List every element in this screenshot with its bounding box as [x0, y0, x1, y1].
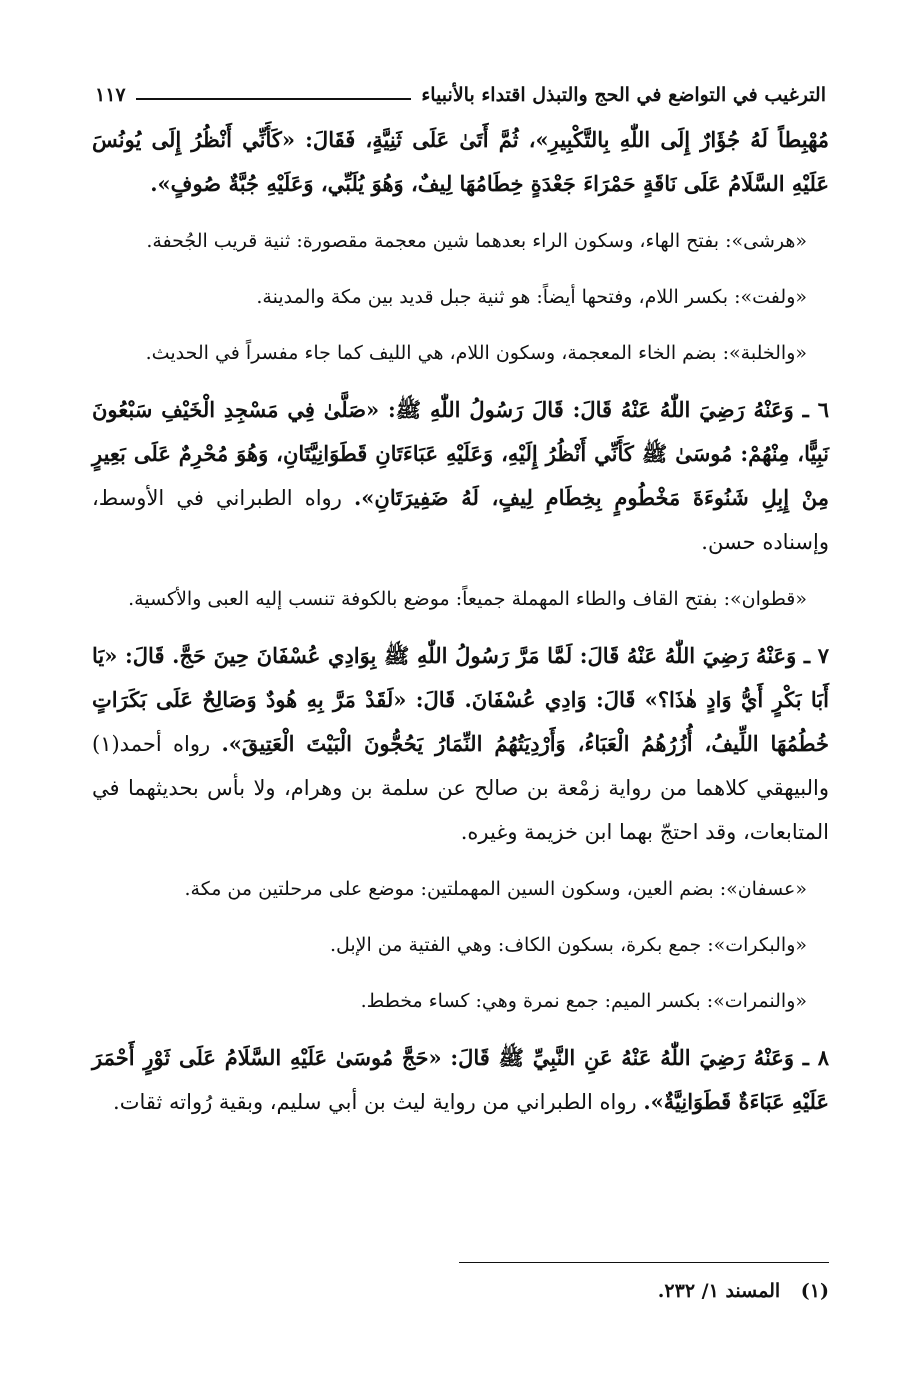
- hadith-paragraph: [92, 1036, 829, 1124]
- gloss-paragraph: «هرشى»: بفتح الهاء، وسكون الراء بعدهما شين معجمة مقصورة: ثنية قريب الجُحفة.: [146, 230, 807, 252]
- hadith-source: رواه أحمد(١) والبيهقي كلاهما من رواية زمْعة بن صالح عن سلمة بن وهرام، ولا بأس بحديثهما في المتابعات، وقد احتجّ بهما ابن خزيمة وغيره.: [92, 732, 829, 844]
- hadith-source: رواه الطبراني من رواية ليث بن أبي سليم، وبقية رُواته ثقات.: [113, 1090, 644, 1114]
- footnote: [92, 1280, 829, 1302]
- hadith-paragraph: [92, 118, 829, 206]
- hadith-paragraph: [92, 634, 829, 854]
- gloss-paragraph: «والنمرات»: بكسر الميم: جمع نمرة وهي: كساء مخطط.: [360, 990, 807, 1012]
- hadith-paragraph: [92, 388, 829, 564]
- running-title: الترغيب في التواضع في الحج والتبذل اقتداء بالأنبياء: [421, 84, 826, 106]
- gloss-paragraph: «والبكرات»: جمع بكرة، بسكون الكاف: وهي الفتية من الإبل.: [329, 934, 807, 956]
- hadith-text: ٧ ـ وَعَنْهُ رَضِيَ اللّٰهُ عَنْهُ قَالَ: لَمَّا مَرَّ رَسُولُ اللّٰهِ ﷺ بِوَادِي عُسْفَانَ حِينَ حَجَّ. قَالَ: «يَا أَبَا بَكْرٍ أَيُّ وَادٍ هٰذَا؟» قَالَ: وَادِي عُسْفَانَ. قَالَ: «لَقَدْ مَرَّ بِهِ هُودٌ وَصَالِحٌ عَلَى بَكَرَاتٍ خُطُمُهَا اللِّيفُ، أُزُرُهُمُ الْعَبَاءُ، وَأَرْدِيَتُهُمُ النِّمَارُ يَحُجُّونَ الْبَيْتَ الْعَتِيقَ».: [92, 643, 829, 756]
- hadith-text: ٨ ـ وَعَنْهُ رَضِيَ اللّٰهُ عَنْهُ عَنِ النَّبِيِّ ﷺ قَالَ: «حَجَّ مُوسَىٰ عَلَيْهِ السَّلَامُ عَلَى ثَوْرٍ أَحْمَرَ عَلَيْهِ عَبَاءَةٌ قَطَوَانِيَّةٌ».: [92, 1045, 829, 1114]
- gloss-paragraph: «ولفت»: بكسر اللام، وفتحها أيضاً: هو ثنية جبل قديد بين مكة والمدينة.: [256, 286, 807, 308]
- header-rule: [136, 98, 412, 100]
- hadith-source: رواه الطبراني في الأوسط، وإسناده حسن.: [92, 486, 829, 554]
- footnote-rule: [459, 1262, 829, 1263]
- body-text: [92, 118, 829, 1138]
- running-head: [95, 78, 826, 112]
- gloss-paragraph: «والخلبة»: بضم الخاء المعجمة، وسكون اللام، هي الليف كما جاء مفسراً في الحديث.: [145, 342, 807, 364]
- page-number: ١١٧: [95, 84, 126, 106]
- gloss-paragraph: «قطوان»: بفتح القاف والطاء المهملة جميعاً: موضع بالكوفة تنسب إليه العبى والأكسية.: [128, 588, 807, 610]
- footnote-text: المسند ١/ ٢٣٢.: [657, 1280, 781, 1302]
- gloss-paragraph: «عسفان»: بضم العين، وسكون السين المهملتين: موضع على مرحلتين من مكة.: [184, 878, 807, 900]
- hadith-text: ٦ ـ وَعَنْهُ رَضِيَ اللّٰهُ عَنْهُ قَالَ: قَالَ رَسُولُ اللّٰهِ ﷺ: «صَلَّىٰ فِي مَسْجِدِ الْخَيْفِ سَبْعُونَ نَبِيًّا، مِنْهُمْ: مُوسَىٰ ﷺ كَأَنِّي أَنْظُرُ إِلَيْهِ، وَعَلَيْهِ عَبَاءَتَانِ قَطَوَانِيَّتَانِ، وَهُوَ مُحْرِمٌ عَلَى بَعِيرٍ مِنْ إِبِلِ شَنُوءَةَ مَخْطُومٍ بِخِطَامِ لِيفٍ، لَهُ ضَفِيرَتَانِ».: [92, 397, 830, 510]
- hadith-text: مُهْبِطاً لَهُ جُؤَارٌ إِلَى اللّٰهِ بِالتَّكْبِيرِ»، ثُمَّ أَتَىٰ عَلَى ثَنِيَّةٍ، فَقَالَ: «كَأَنِّي أَنْظُرُ إِلَى يُونُسَ عَلَيْهِ السَّلَامُ عَلَى نَاقَةٍ حَمْرَاءَ جَعْدَةٍ خِطَامُهَا لِيفٌ، وَهُوَ يُلَبِّي، وَعَلَيْهِ جُبَّةٌ صُوفٍ».: [92, 127, 829, 196]
- footnote-mark: (١): [800, 1280, 829, 1302]
